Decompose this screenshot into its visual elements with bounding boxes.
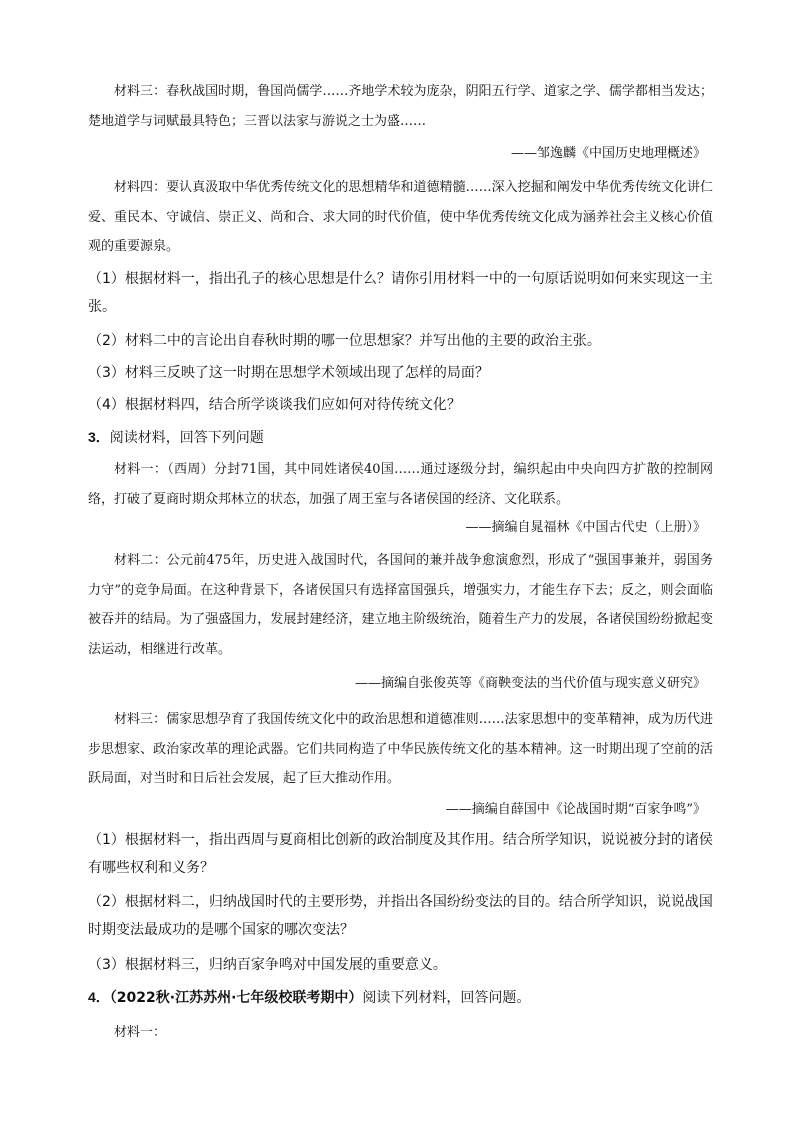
- section-3-material-2: 材料二：公元前475年，历史进入战国时代，各国间的兼并战争愈演愈烈，形成了“强国事兼并，弱国务力守”的竞争局面。在这种背景下，各诸侯国只有选择富国强兵，增强实力，才能生存下去；反之，则会面临被吞并的结局。为了强盛国力，发展封建经济，建立地主阶级统治，随着生产力的发展，各诸侯国纷纷掀起变法运动，相继进行改革。: [88, 553, 713, 657]
- section-3-question-3: （3）根据材料三，归纳百家争鸣对中国发展的重要意义。: [88, 957, 447, 973]
- section-3-question-2: （2）根据材料二，归纳战国时代的主要形势，并指出各国纷纷变法的目的。结合所学知识，说说战国时期变法最成功的是哪个国家的哪次变法？: [88, 894, 713, 938]
- material-4-text: 材料四：要认真汲取中华优秀传统文化的思想精华和道德精髓……深入挖掘和阐发中华优秀传统文化讲仁爱、重民本、守诚信、崇正义、尚和合、求大同的时代价值，使中华优秀传统文化成为涵养社会主义核心价值观的重要源泉。: [88, 180, 713, 254]
- section-4-material-1: 材料一：: [114, 1025, 167, 1040]
- section-3-material-2-source: ——摘编自张俊英等《商鞅变法的当代价值与现实意义研究》: [354, 676, 706, 691]
- question-3: （3）材料三反映了这一时期在思想学术领域出现了怎样的局面？: [88, 365, 489, 381]
- material-3-source: ——邹逸麟《中国历史地理概述》: [510, 146, 706, 161]
- section-3-material-3: 材料三：儒家思想孕育了我国传统文化中的政治思想和道德准则……法家思想中的变革精神，成为历代进步思想家、政治家改革的理论武器。它们共同构造了中华民族传统文化的基本精神。这一时期出现了空前的活跃局面，对当时和日后社会发展，起了巨大推动作用。: [88, 712, 713, 786]
- section-3-number: 3．: [88, 429, 110, 445]
- section-4-number: 4．: [88, 989, 110, 1005]
- section-4-source-tag: （2022秋·江苏苏州·七年级校联考期中）: [109, 990, 363, 1006]
- section-3-material-1: 材料一：（西周）分封71国，其中同姓诸侯40国……通过逐级分封，编织起由中央向四方扩散的控制网络，打破了夏商时期众邦林立的状态，加强了周王室与各诸侯国的经济、文化联系。: [88, 462, 713, 507]
- section-3-question-1: （1）根据材料一，指出西周与夏商相比创新的政治制度及其作用。结合所学知识，说说被分封的诸侯有哪些权利和义务？: [88, 832, 713, 876]
- material-3-text: 材料三：春秋战国时期，鲁国尚儒学……齐地学术较为庞杂，阴阳五行学、道家之学、儒学都相当发达；楚地道学与词赋最具特色；三晋以法家与游说之士为盛……: [88, 84, 713, 129]
- section-3-material-1-source: ——摘编自晁福林《中国古代史（上册）》: [465, 520, 706, 535]
- question-1: （1）根据材料一，指出孔子的核心思想是什么？请你引用材料一中的一句原话说明如何来实现这一主张。: [88, 271, 713, 315]
- question-4: （4）根据材料四，结合所学谈谈我们应如何对待传统文化？: [88, 397, 461, 413]
- question-2: （2）材料二中的言论出自春秋时期的哪一位思想家？并写出他的主要的政治主张。: [88, 333, 601, 349]
- section-3-material-3-source: ——摘编自薛国中《论战国时期“百家争鸣”》: [445, 802, 706, 817]
- section-3-heading: [88, 423, 713, 452]
- section-4-title: 阅读下列材料，回答问题。: [362, 990, 531, 1006]
- section-3-title: 阅读材料，回答下列问题: [109, 430, 264, 446]
- section-4-heading: [88, 983, 713, 1012]
